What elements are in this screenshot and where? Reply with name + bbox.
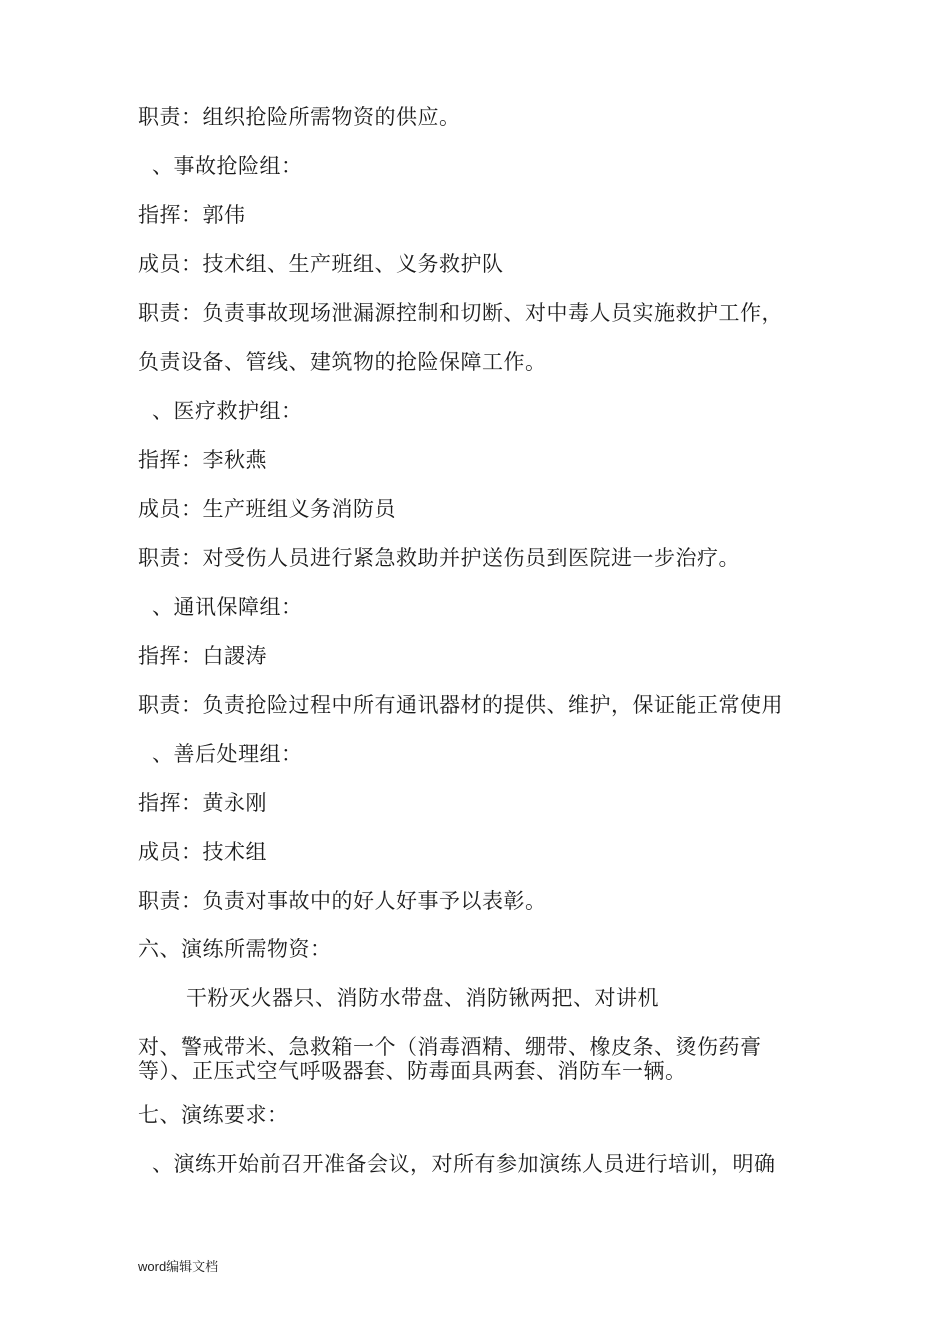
rescue-commander-line: 指挥：郭伟 xyxy=(138,203,246,227)
materials-paragraph: 对、警戒带米、急救箱一个（消毒酒精、绷带、橡皮条、烫伤药膏等）、正压式空气呼吸器套、防毒面具两套、消防车一辆。 xyxy=(138,1035,762,1083)
rescue-duty-continued-line: 负责设备、管线、建筑物的抢险保障工作。 xyxy=(138,350,547,374)
duty-supply-line: 职责：组织抢险所需物资的供应。 xyxy=(138,105,461,129)
section-six-heading: 六、演练所需物资： xyxy=(138,937,332,961)
footer-watermark: word编辑文档 xyxy=(138,1259,219,1274)
aftermath-members-line: 成员：技术组 xyxy=(138,840,267,864)
medical-commander-line: 指挥：李秋燕 xyxy=(138,448,267,472)
requirement-line-1: 、演练开始前召开准备会议，对所有参加演练人员进行培训，明确 xyxy=(152,1152,776,1176)
aftermath-commander-line: 指挥：黄永刚 xyxy=(138,791,267,815)
section-seven-heading: 七、演练要求： xyxy=(138,1103,289,1127)
materials-line-1: 干粉灭火器只、消防水带盘、消防锹两把、对讲机 xyxy=(186,986,659,1010)
section-aftermath-heading: 、善后处理组： xyxy=(152,742,303,766)
section-rescue-heading: 、事故抢险组： xyxy=(152,154,303,178)
rescue-members-line: 成员：技术组、生产班组、义务救护队 xyxy=(138,252,504,276)
rescue-duty-line: 职责：负责事故现场泄漏源控制和切断、对中毒人员实施救护工作， xyxy=(138,301,783,325)
section-medical-heading: 、医疗救护组： xyxy=(152,399,303,423)
communication-duty-line: 职责：负责抢险过程中所有通讯器材的提供、维护，保证能正常使用 xyxy=(138,693,783,717)
section-communication-heading: 、通讯保障组： xyxy=(152,595,303,619)
communication-commander-line: 指挥：白謖涛 xyxy=(138,644,267,668)
medical-duty-line: 职责：对受伤人员进行紧急救助并护送伤员到医院进一步治疗。 xyxy=(138,546,740,570)
medical-members-line: 成员：生产班组义务消防员 xyxy=(138,497,396,521)
aftermath-duty-line: 职责：负责对事故中的好人好事予以表彰。 xyxy=(138,889,547,913)
